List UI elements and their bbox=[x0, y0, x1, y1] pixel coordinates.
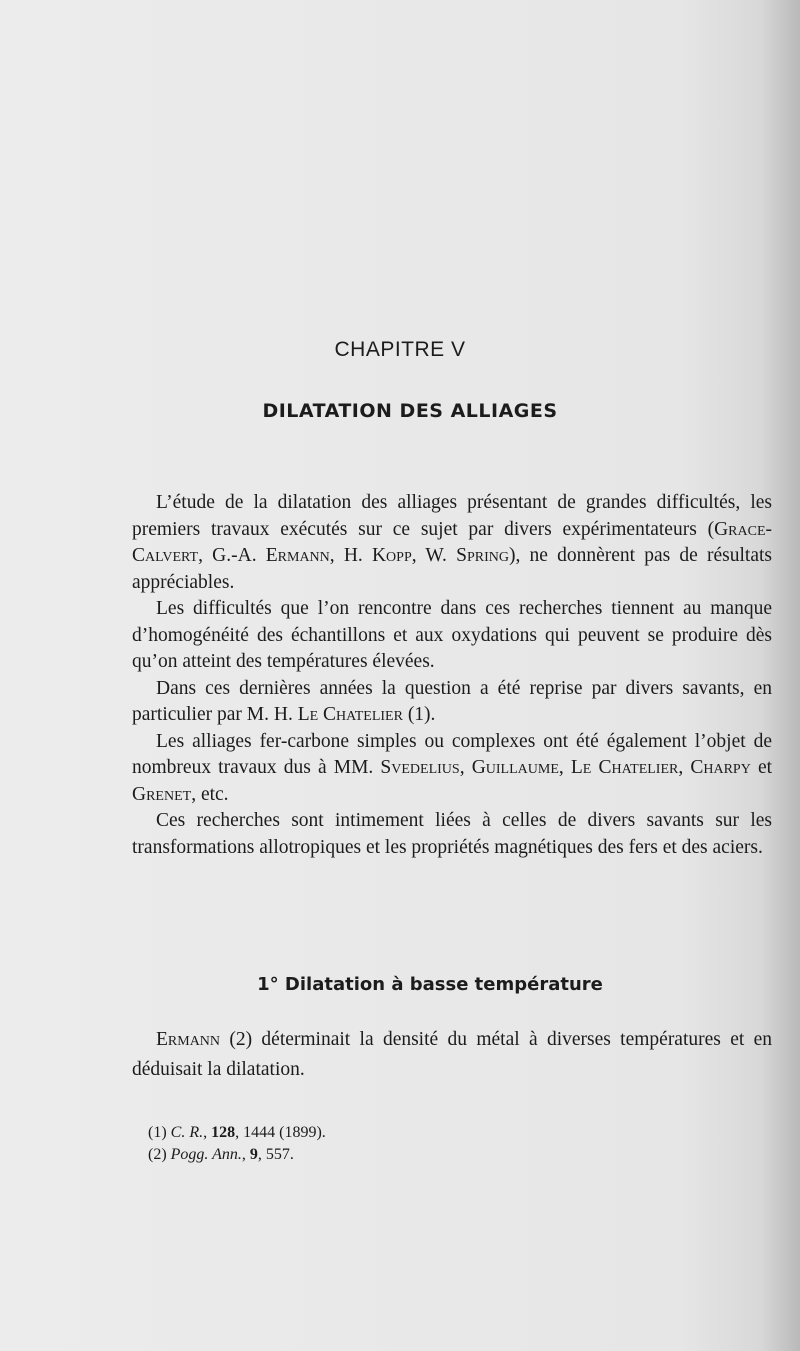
body-text bbox=[132, 490, 772, 861]
text: , 557. bbox=[257, 1146, 294, 1163]
text: , etc. bbox=[191, 783, 229, 805]
chapter-title: DILATATION DES ALLIAGES bbox=[262, 400, 558, 422]
paragraph-1 bbox=[132, 490, 772, 596]
author-name: Kopp bbox=[371, 545, 412, 566]
text: , W. bbox=[411, 545, 457, 566]
text: , bbox=[678, 757, 691, 778]
chapter-label: CHAPITRE V bbox=[334, 338, 466, 361]
paragraph-3 bbox=[132, 676, 772, 729]
volume: 128 bbox=[211, 1124, 236, 1141]
footnote-2 bbox=[148, 1144, 326, 1166]
author-name: Guillaume bbox=[471, 757, 559, 778]
text: (1). bbox=[402, 704, 436, 725]
author-name: Grace-Calvert bbox=[132, 518, 772, 566]
footnote-1 bbox=[148, 1122, 326, 1144]
footnotes bbox=[148, 1122, 326, 1166]
text: , bbox=[558, 757, 571, 778]
paragraph-6 bbox=[132, 1025, 772, 1085]
volume: 9 bbox=[249, 1146, 258, 1163]
author-name: Spring bbox=[456, 545, 509, 566]
text: , bbox=[203, 1124, 212, 1141]
text: Dans ces dernières années la question a été reprise par divers savants, en particulier par M. H. bbox=[132, 677, 772, 725]
paragraph-5: Ces recherches sont intimement liées à celles de divers savants sur les transformations allotropiques et les propriétés magnétiques des fers et des aciers. bbox=[132, 810, 772, 858]
author-name: Ermann bbox=[265, 545, 330, 566]
author-name: Charpy bbox=[690, 757, 751, 778]
text: , 1444 (1899). bbox=[235, 1124, 326, 1141]
footnote-number: (1) bbox=[148, 1124, 171, 1141]
author-name: Le Chatelier bbox=[570, 757, 679, 778]
journal: C. R. bbox=[170, 1124, 204, 1141]
text: , H. bbox=[329, 545, 372, 566]
text: , G.-A. bbox=[198, 545, 266, 566]
text: , bbox=[459, 757, 472, 778]
author-name: Grenet bbox=[132, 783, 192, 805]
footnote-number: (2) bbox=[148, 1146, 171, 1163]
paragraph-2: Les difficultés que l’on rencontre dans ces recherches tiennent au manque d’homogénéité des échantillons et aux oxydations qui peuvent se produire dès qu’on atteint des températures élevées. bbox=[132, 598, 772, 672]
text: (2) déterminait la densité du métal à diverses températures et en déduisait la dilatation. bbox=[132, 1029, 772, 1080]
text: et bbox=[750, 757, 773, 778]
author-name: Ermann bbox=[156, 1029, 221, 1050]
text: , bbox=[241, 1146, 250, 1163]
section-heading: 1° Dilatation à basse température bbox=[257, 974, 603, 995]
text: ), ne donnèrent pas de résultats appréciables. bbox=[132, 545, 772, 593]
text: L’étude de la dilatation des alliages présentant de grandes difficultés, les premiers travaux exécutés sur ce sujet par divers expérimentateurs ( bbox=[132, 492, 772, 540]
paragraph-4 bbox=[132, 729, 772, 809]
journal: Pogg. Ann. bbox=[170, 1146, 242, 1163]
text: Les alliages fer-carbone simples ou complexes ont été également l’objet de nombreux travaux dus à MM. bbox=[132, 730, 772, 778]
author-name: Svedelius bbox=[380, 757, 460, 778]
author-name: Le Chatelier bbox=[297, 704, 403, 725]
section-text bbox=[132, 1025, 772, 1085]
